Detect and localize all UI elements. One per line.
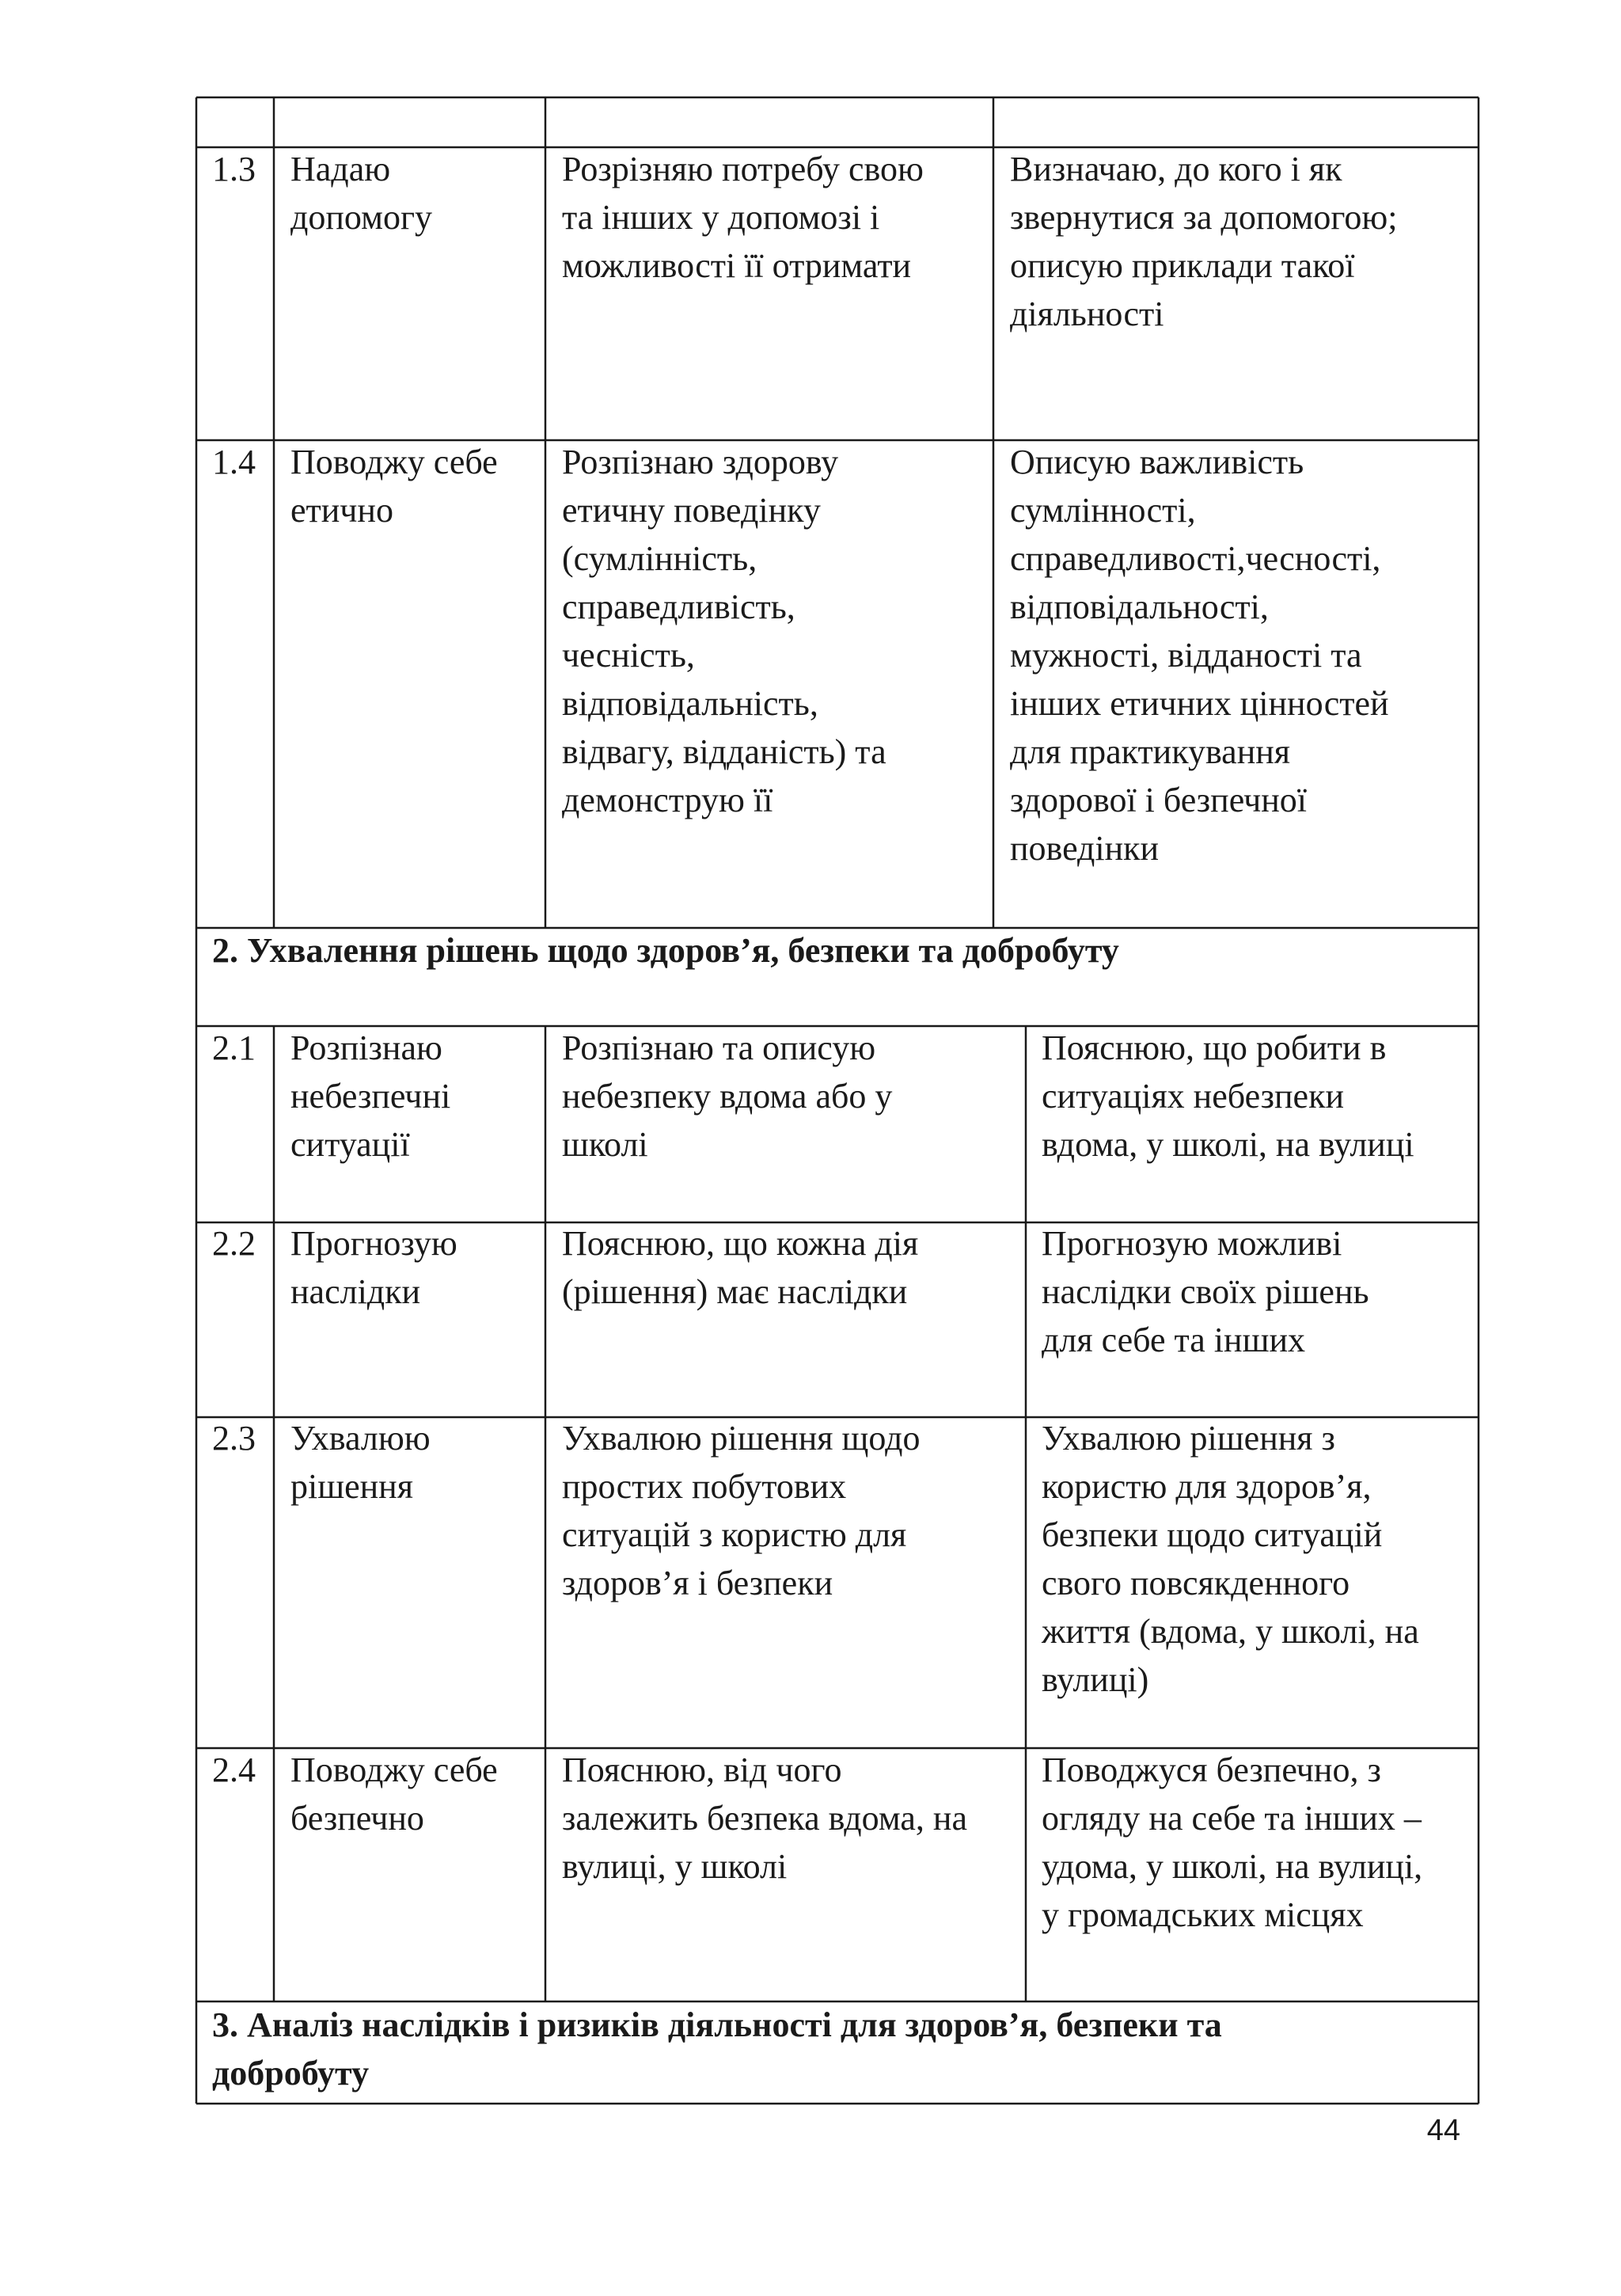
row-number: 1.3 — [212, 150, 256, 188]
row-number: 2.1 — [212, 1028, 256, 1067]
row-number: 2.3 — [212, 1419, 256, 1458]
skill-cell: Ухвалюю рішення — [290, 1419, 431, 1506]
advanced-outcome-cell: Ухвалюю рішення з користю для здоров’я, безпеки щодо ситуацій свого повсякденного життя (вдома, у школі, на вулиці) — [1042, 1419, 1419, 1699]
basic-outcome-cell: Розрізняю потребу свою та інших у допомозі і можливості її отримати — [562, 150, 924, 285]
page-number: 44 — [1426, 2114, 1460, 2147]
advanced-outcome-cell: Описую важливість сумлінності, справедливості,чесності, відповідальності, мужності, відданості та інших етичних цінностей для практикування здорової і безпечної поведінки — [1010, 443, 1389, 868]
skill-cell: Прогнозую наслідки — [290, 1224, 457, 1311]
basic-outcome-cell: Розпізнаю здорову етичну поведінку (сумлінність, справедливість, чесність, відповідальність, відвагу, відданість) та демонструю її — [562, 443, 886, 819]
advanced-outcome-cell: Поводжуся безпечно, з огляду на себе та інших – удома, у школі, на вулиці, у громадських місцях — [1042, 1751, 1423, 1934]
advanced-outcome-cell: Визначаю, до кого і як звернутися за допомогою; описую приклади такої діяльності — [1010, 150, 1398, 333]
skill-cell: Поводжу себе безпечно — [290, 1751, 498, 1838]
section-heading-3: 3. Аналіз наслідків і ризиків діяльності для здоров’я, безпеки та добробуту — [212, 2005, 1222, 2093]
row-number: 1.4 — [212, 443, 256, 481]
section-heading-2: 2. Ухвалення рішень щодо здоров’я, безпеки та добробуту — [212, 931, 1119, 970]
advanced-outcome-cell: Прогнозую можливі наслідки своїх рішень для себе та інших — [1042, 1224, 1369, 1359]
basic-outcome-cell: Розпізнаю та описую небезпеку вдома або у школі — [562, 1028, 893, 1164]
skill-cell: Поводжу себе етично — [290, 443, 498, 530]
basic-outcome-cell: Пояснюю, що кожна дія (рішення) має наслідки — [562, 1224, 919, 1311]
basic-outcome-cell: Пояснюю, від чого залежить безпека вдома, на вулиці, у школі — [562, 1751, 967, 1886]
row-number: 2.4 — [212, 1751, 256, 1789]
skill-cell: Розпізнаю небезпечні ситуації — [290, 1028, 451, 1164]
basic-outcome-cell: Ухвалюю рішення щодо простих побутових ситуацій з користю для здоров’я і безпеки — [562, 1419, 921, 1602]
advanced-outcome-cell: Пояснюю, що робити в ситуаціях небезпеки вдома, у школі, на вулиці — [1042, 1028, 1414, 1164]
row-number: 2.2 — [212, 1224, 256, 1263]
skill-cell: Надаю допомогу — [290, 150, 432, 237]
